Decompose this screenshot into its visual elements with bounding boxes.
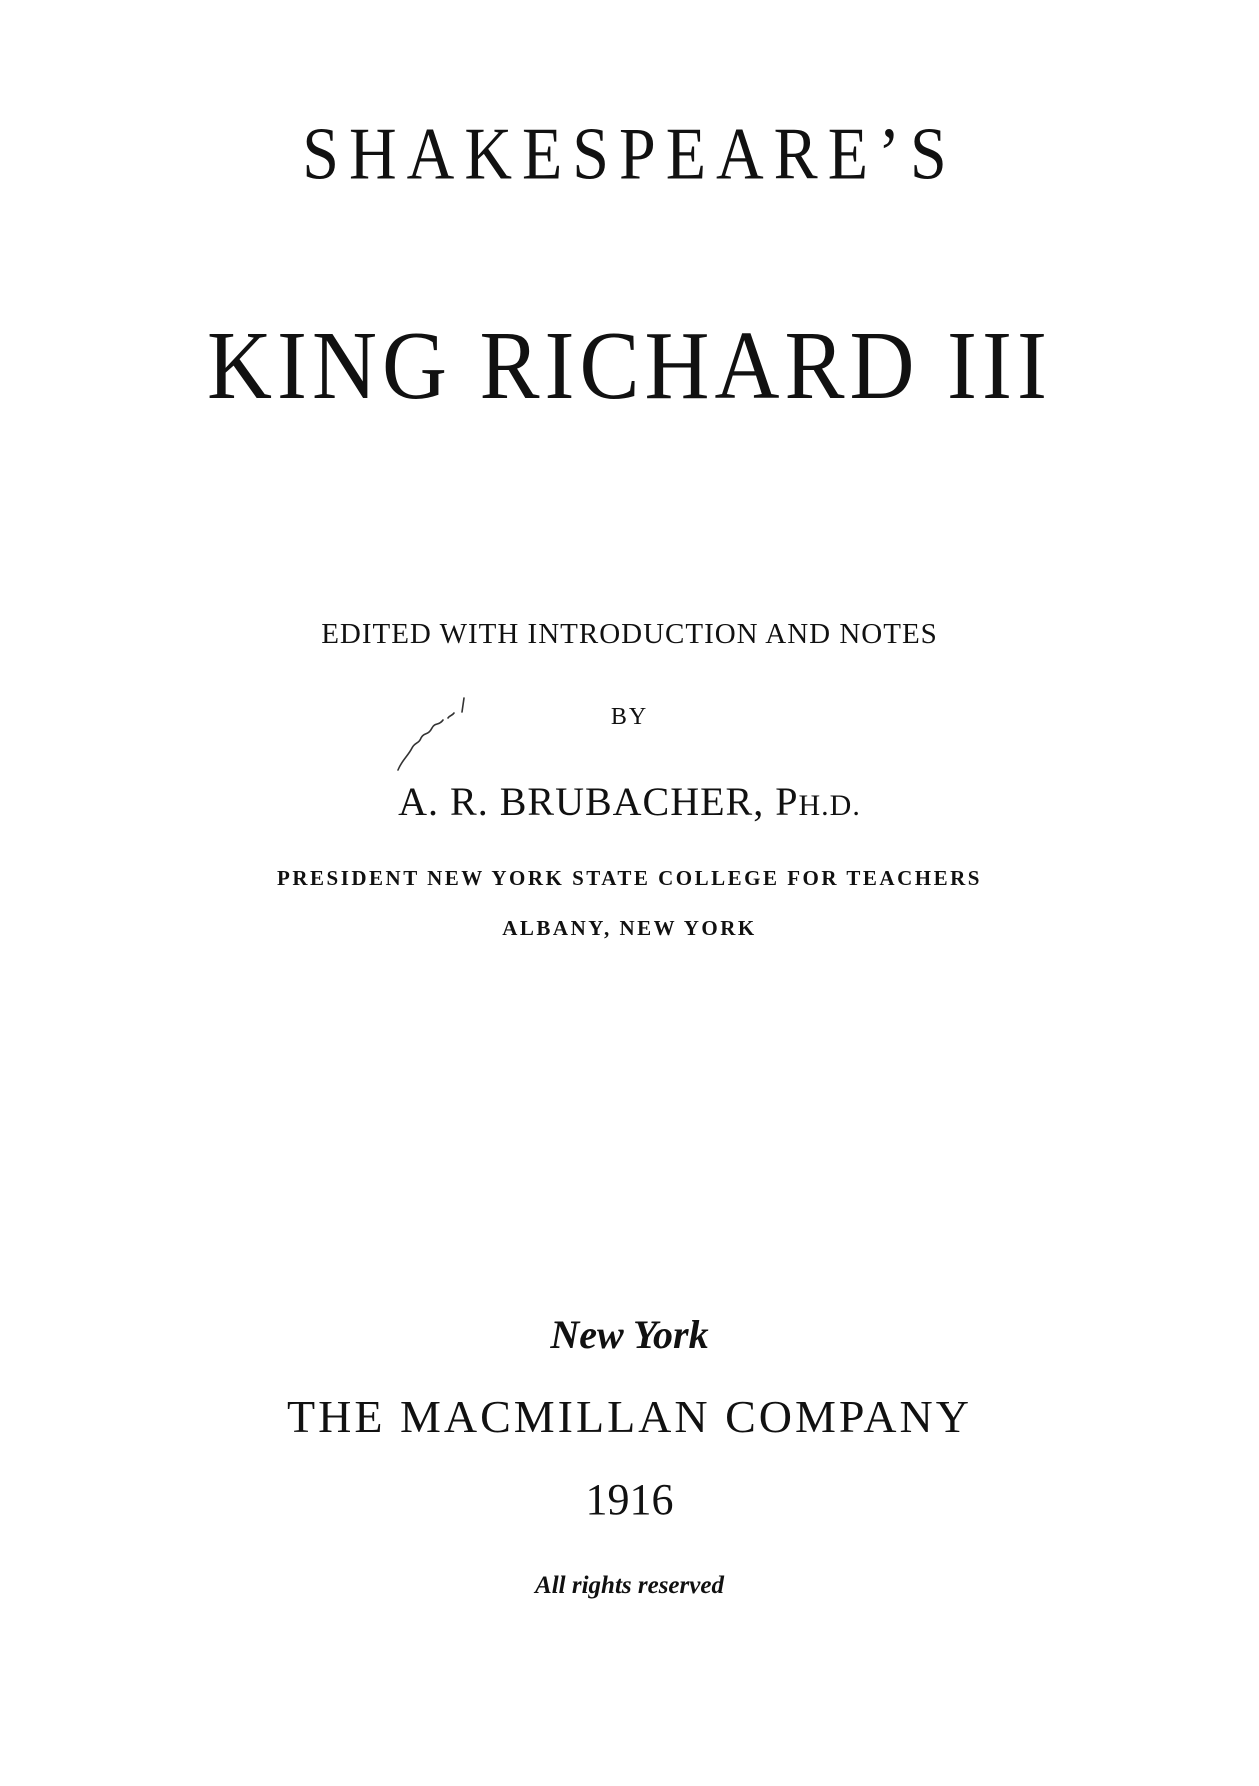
editor-location: ALBANY, NEW YORK [502,916,757,940]
editor-affiliation: PRESIDENT NEW YORK STATE COLLEGE FOR TEACHERS [277,866,982,890]
by-line: BY [610,704,649,730]
series-title: SHAKESPEARE’S [302,113,957,196]
publisher-name: THE MACMILLAN COMPANY [287,1391,972,1442]
edited-line: EDITED WITH INTRODUCTION AND NOTES [321,618,938,650]
editor-name: A. R. BRUBACHER, [398,779,765,824]
main-title: KING RICHARD III [207,312,1052,420]
handwritten-annotation [388,690,478,785]
rights-notice: All rights reserved [535,1572,724,1599]
publication-year: 1916 [585,1475,674,1524]
editor-degree: PH.D. [775,779,861,824]
editor-line [0,779,1259,824]
publisher-city: New York [550,1312,709,1357]
